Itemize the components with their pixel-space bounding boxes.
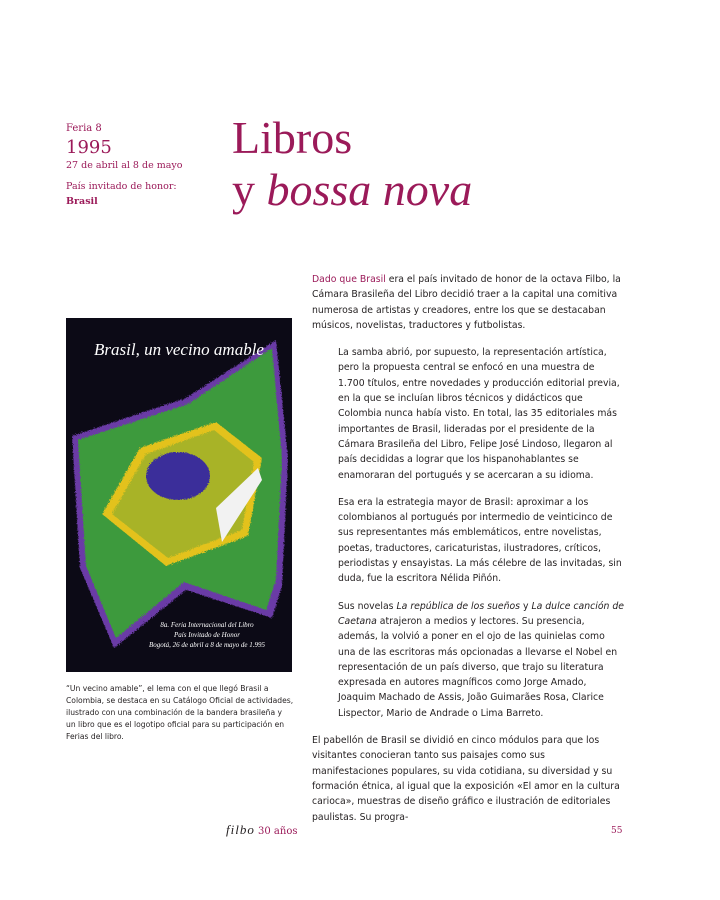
paragraph-4 xyxy=(312,599,624,721)
title-line-2-italic: bossa nova xyxy=(266,164,473,215)
poster-info xyxy=(132,620,282,650)
poster-caption: “Un vecino amable”, el lema con el que llegó Brasil a Colombia, se destaca en su Catálogo Oficial de actividades, ilustrado con una combinación de la bandera brasileña y un libro que es el logotipo oficial para su participación en Ferias del libro. xyxy=(66,684,294,741)
title-line-1: Libros xyxy=(232,112,353,163)
footer-years: 30 años xyxy=(258,826,298,837)
poster-info-line-3: Bogotá, 26 de abril a 8 de mayo de 1.995 xyxy=(148,641,266,649)
poster-title: Brasil, un vecino amable xyxy=(94,340,264,359)
poster-image xyxy=(66,318,292,672)
paragraph-3: Esa era la estrategia mayor de Brasil: aproximar a los colombianos al portugués por intermedio de veinticinco de sus representantes más emblemáticos, entre novelistas, poetas, traductores, caricaturistas, ilustradores, críticos, periodistas y ensayistas. La más célebre de las invitadas, sin duda, fue la escritora Nélida Piñón. xyxy=(338,496,622,585)
title-line-2-prefix: y xyxy=(232,164,267,215)
fair-dates: 27 de abril al 8 de mayo xyxy=(66,160,183,171)
poster-info-line-1: 8a. Feria Internacional del Libro xyxy=(160,621,254,629)
novel-title-1: La república de los sueños xyxy=(396,600,521,612)
paragraph-4-a: Sus novelas xyxy=(338,600,397,612)
lead-in: Dado que Brasil xyxy=(312,274,386,285)
title-line-2 xyxy=(232,164,472,216)
paragraph-4-b: y xyxy=(520,600,532,612)
page-title xyxy=(232,112,472,216)
paragraph-4-c: atrajeron a medios y lectores. Su presencia, además, la volvió a poner en el ojo de las quinielas como una de las escritoras más opcionadas a llevarse el Nobel en representación de un país diverso, que trajo su literatura expresada en autores magníficos como Jorge Amado, Joaquim Machado de Assis, João Guimarães Rosa, Clarice Lispector, Mario de Andrade o Lima Barreto. xyxy=(338,615,618,719)
flag-blue-globe xyxy=(146,452,210,500)
paragraph-2: La samba abrió, por supuesto, la representación artística, pero la propuesta central se enfocó en una muestra de 1.700 títulos, entre novedades y producción editorial previa, en la que se incluían libros técnicos y didácticos que Colombia nunca había visto. En total, las 35 editoriales más importantes de Brasil, lideradas por el presidente de la Cámara Brasileña del Libro, Felipe José Lindoso, llegaron al país decididas a lograr que los hispanohablantes se enamoraran del portugués y se acercaran a su idioma. xyxy=(338,347,620,481)
page-number: 55 xyxy=(611,826,623,836)
paragraph-1-text: era el país invitado de honor de la octava Filbo, la Cámara Brasileña del Libro decidió traer a la capital una comitiva numerosa de artistas y creadores, entre los que se destacaban músicos, novelistas, traductores y futbolistas. xyxy=(312,274,621,331)
guest-country: Brasil xyxy=(66,196,98,207)
novel-title-2: La dulce canción de Caetana xyxy=(338,600,624,627)
article-body xyxy=(312,272,624,837)
paragraph-5: El pabellón de Brasil se dividió en cinco módulos para que los visitantes conocieran tanto sus paisajes como sus manifestaciones populares, su vida cotidiana, su diversidad y su formación étnica, al igual que la exposición «El amor en la cultura carioca», muestras de diseño gráfico e ilustración de editoriales paulistas. Su progra- xyxy=(312,735,620,823)
fair-year: 1995 xyxy=(66,137,112,158)
filbo-logo: filbo xyxy=(226,822,255,837)
guest-country-label: País invitado de honor: xyxy=(66,181,177,192)
fair-info xyxy=(66,122,226,208)
poster-artwork xyxy=(66,318,292,672)
paragraph-1 xyxy=(312,272,624,333)
fair-number: Feria 8 xyxy=(66,123,102,134)
poster-info-line-2: País Invitado de Honor xyxy=(174,631,240,639)
footer xyxy=(226,822,298,838)
